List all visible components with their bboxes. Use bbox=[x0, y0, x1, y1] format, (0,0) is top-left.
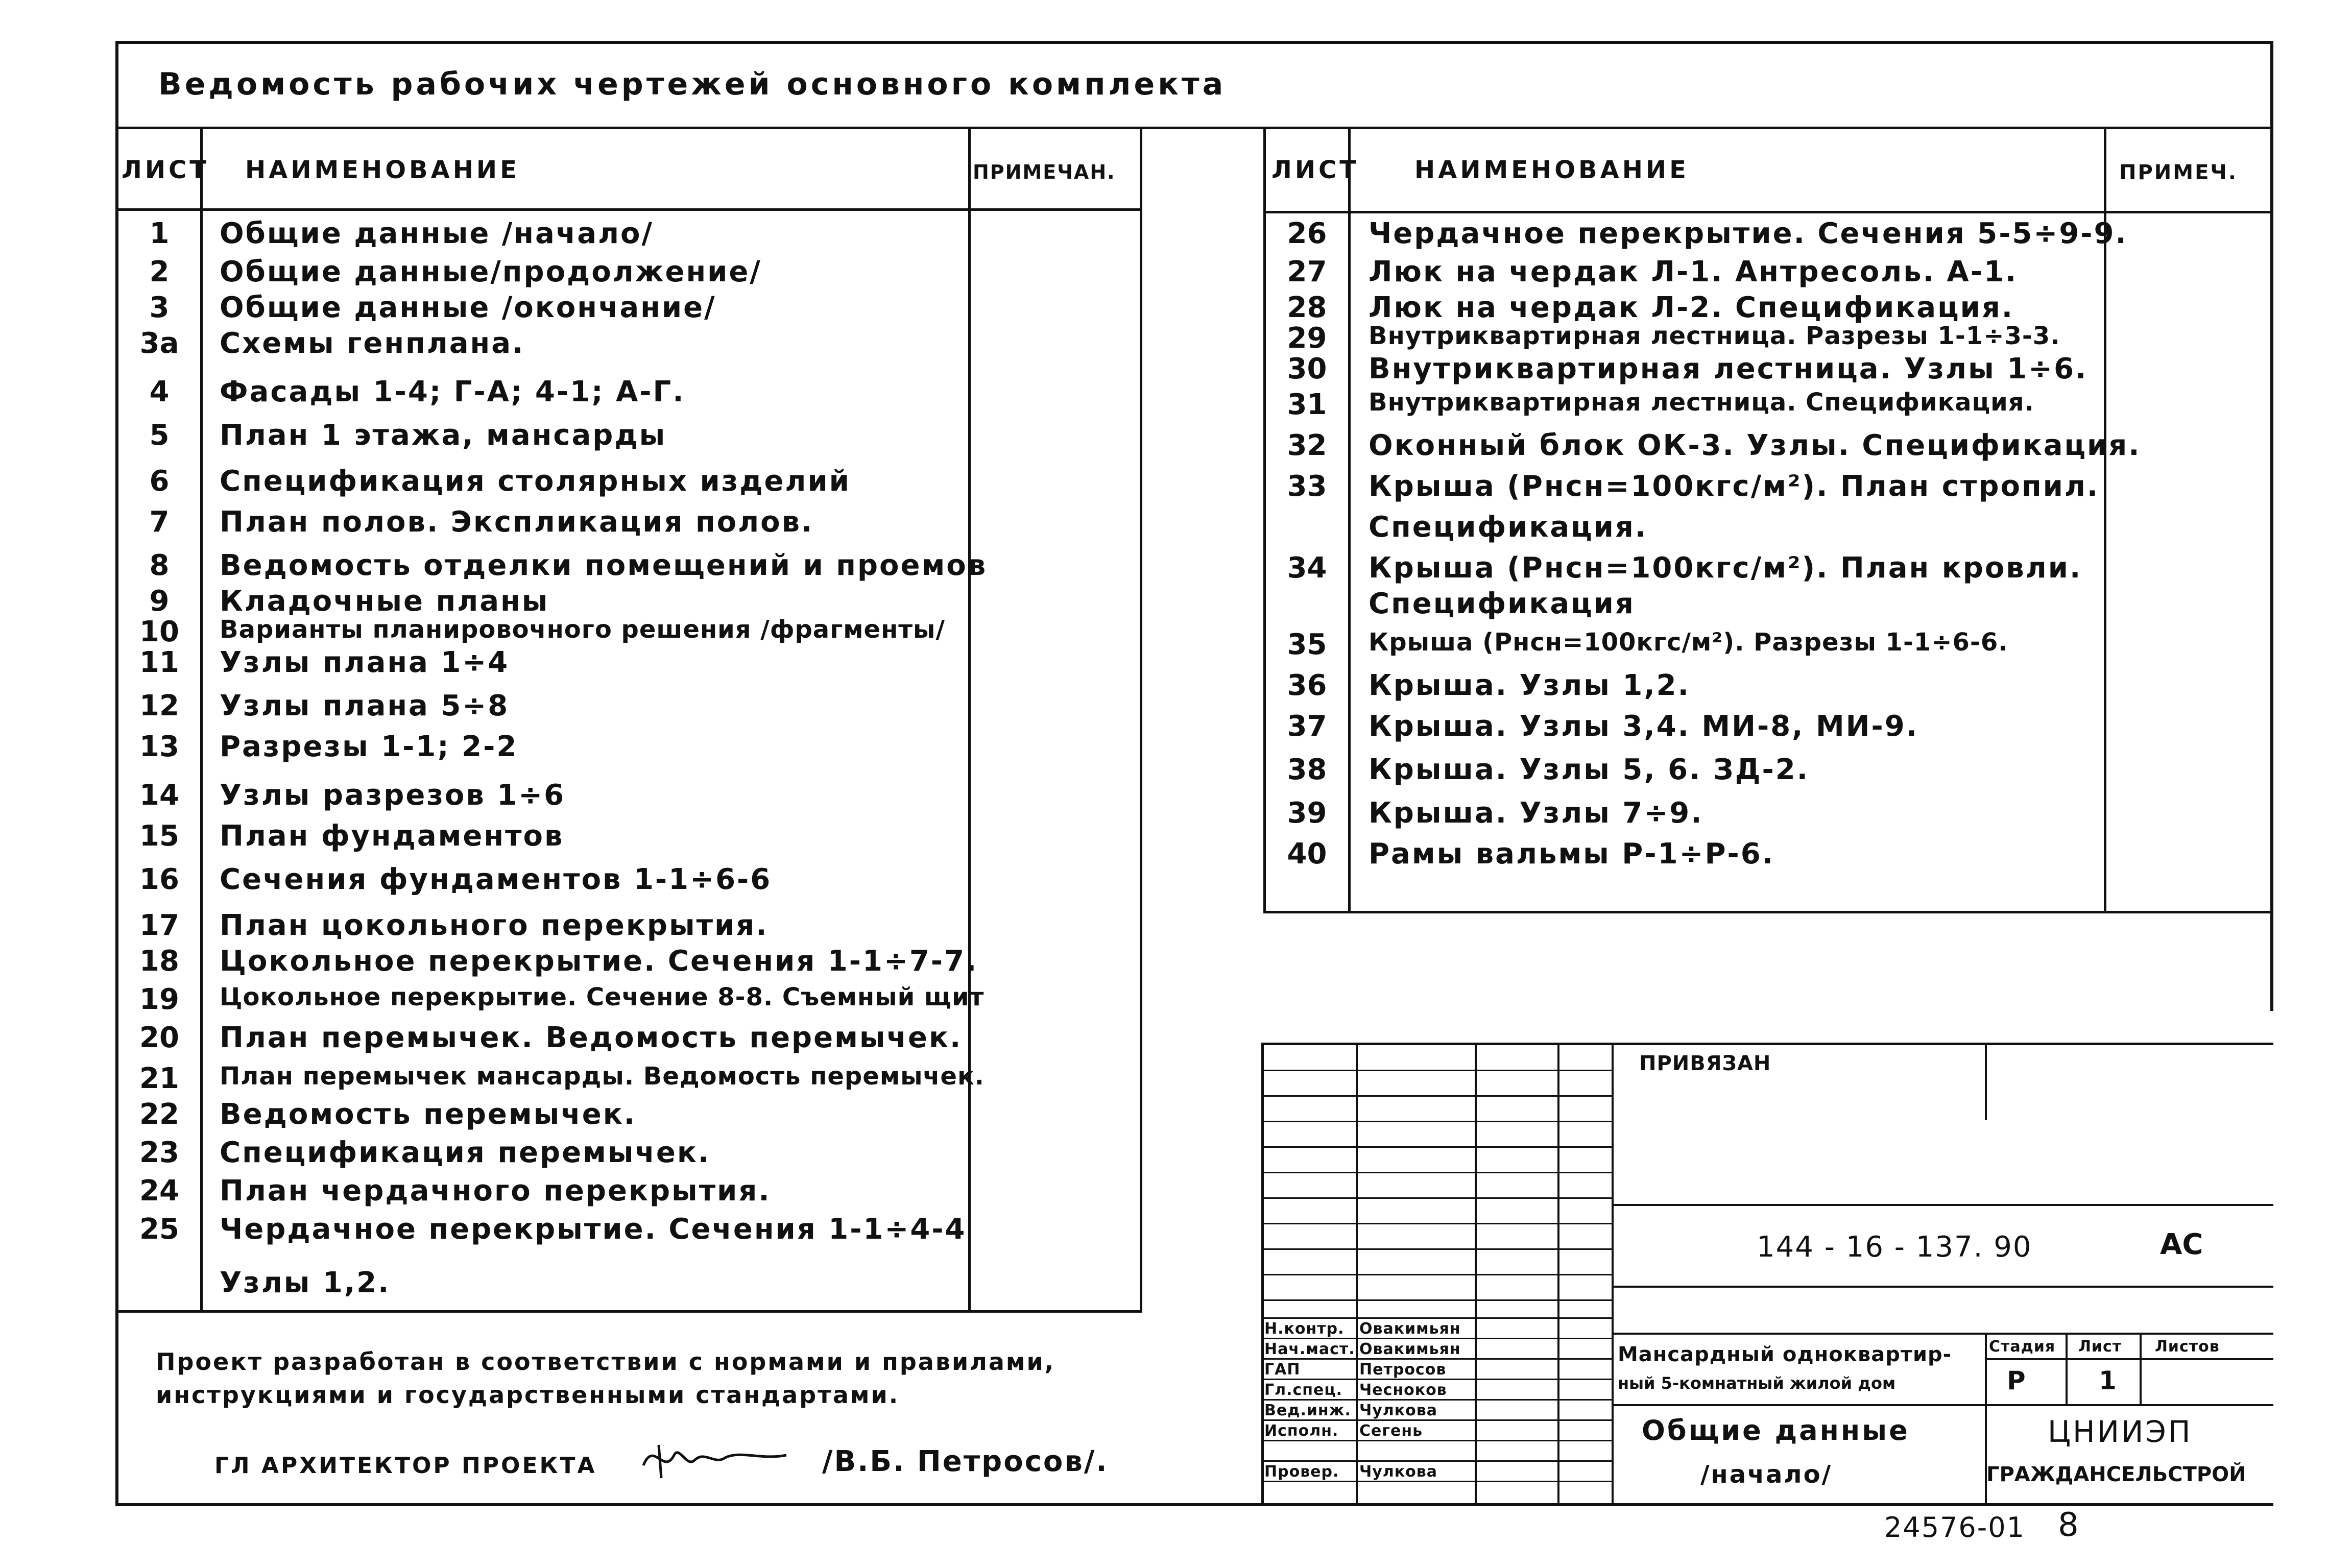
architect-label: ГЛ АРХИТЕКТОР ПРОЕКТА bbox=[214, 1453, 597, 1479]
right-row-name: Внутриквартирная лестница. Разрезы 1-1÷3-3. bbox=[1369, 322, 2060, 350]
right-row-name: Спецификация. bbox=[1369, 511, 1648, 544]
right-row-sheet: 28 bbox=[1287, 291, 1327, 324]
left-row-name: Фасады 1-4; Г-А; 4-1; А-Г. bbox=[220, 375, 685, 408]
architect-signature bbox=[638, 1430, 791, 1486]
left-row-name: Кладочные планы bbox=[220, 585, 549, 618]
tb-org-line-1: ЦНИИЭП bbox=[2048, 1414, 2193, 1449]
tb-role-label: Исполн. bbox=[1264, 1422, 1339, 1440]
left-row-sheet: 14 bbox=[139, 779, 179, 812]
left-row-sheet: 4 bbox=[149, 375, 170, 408]
right-row-name: Люк на чердак Л-2. Спецификация. bbox=[1369, 291, 2014, 324]
left-row-name: План перемычек мансарды. Ведомость перемычек. bbox=[220, 1062, 985, 1091]
tb-org-line-2: ГРАЖДАНСЕЛЬСТРОЙ bbox=[1986, 1463, 2246, 1486]
left-header-note: ПРИМЕЧАН. bbox=[973, 161, 1116, 183]
right-row-name: Крыша. Узлы 3,4. МИ-8, МИ-9. bbox=[1369, 710, 1919, 743]
left-row-sheet: 12 bbox=[139, 689, 179, 722]
tb-stage-label: Стадия bbox=[1989, 1338, 2056, 1356]
right-row-sheet: 30 bbox=[1287, 352, 1327, 385]
left-row-name: Спецификация столярных изделий bbox=[220, 465, 851, 498]
tb-role-label: Провер. bbox=[1264, 1463, 1339, 1481]
architect-name: /В.Б. Петросов/. bbox=[822, 1445, 1109, 1478]
right-row-name: Внутриквартирная лестница. Узлы 1÷6. bbox=[1369, 352, 2088, 385]
tb-role-name: Овакимьян bbox=[1359, 1340, 1461, 1358]
tb-role-name: Овакимьян bbox=[1359, 1320, 1461, 1338]
tb-project-line-2: ный 5-комнатный жилой дом bbox=[1618, 1373, 1896, 1393]
left-row-name: Варианты планировочного решения /фрагменты/ bbox=[220, 615, 945, 644]
tb-role-name: Чулкова bbox=[1359, 1402, 1437, 1419]
right-header-name: НАИМЕНОВАНИЕ bbox=[1414, 156, 1689, 184]
left-row-name: Узлы разрезов 1÷6 bbox=[220, 779, 566, 812]
left-row-name: План чердачного перекрытия. bbox=[220, 1174, 771, 1208]
left-row-sheet: 8 bbox=[149, 549, 170, 582]
left-row-sheet: 24 bbox=[139, 1174, 179, 1208]
right-row-name: Чердачное перекрытие. Сечения 5-5÷9-9. bbox=[1369, 217, 2128, 250]
tb-sheet-label: Лист bbox=[2078, 1338, 2122, 1356]
left-row-name: Цокольное перекрытие. Сечение 8-8. Съемный щит bbox=[220, 983, 985, 1011]
footer-page: 8 bbox=[2058, 1506, 2079, 1544]
left-row-sheet: 3а bbox=[139, 327, 179, 360]
right-row-sheet: 27 bbox=[1287, 255, 1327, 288]
left-row-name: Схемы генплана. bbox=[220, 327, 525, 360]
tb-role-label: Н.контр. bbox=[1264, 1320, 1345, 1338]
right-header-sheet: ЛИСТ bbox=[1271, 156, 1360, 184]
left-row-sheet: 3 bbox=[149, 291, 170, 324]
right-row-name: Крыша (Pнсн=100кгс/м²). Разрезы 1-1÷6-6. bbox=[1369, 628, 2008, 657]
tb-role-name: Чесноков bbox=[1359, 1381, 1447, 1399]
left-row-name: Общие данные /начало/ bbox=[220, 217, 654, 250]
tb-role-label: Вед.инж. bbox=[1264, 1402, 1351, 1419]
document-title: Ведомость рабочих чертежей основного комплекта bbox=[158, 66, 1227, 102]
left-row-sheet: 1 bbox=[149, 217, 170, 250]
right-row-name: Крыша (Pнсн=100кгс/м²). План стропил. bbox=[1369, 470, 2100, 503]
tb-role-label: ГАП bbox=[1264, 1361, 1301, 1379]
left-row-sheet: 7 bbox=[149, 505, 170, 539]
right-row-sheet: 33 bbox=[1287, 470, 1327, 503]
left-row-name: План фундаментов bbox=[220, 819, 564, 853]
tb-project-line-1: Мансардный одноквартир- bbox=[1618, 1343, 1952, 1366]
left-row-sheet: 18 bbox=[139, 945, 179, 978]
left-row-sheet: 10 bbox=[139, 615, 179, 648]
left-row-name: Общие данные /окончание/ bbox=[220, 291, 716, 324]
tb-set-mark: АС bbox=[2160, 1228, 2203, 1261]
left-row-sheet: 11 bbox=[139, 646, 179, 679]
right-row-sheet: 29 bbox=[1287, 322, 1327, 355]
tb-sheets-label: Листов bbox=[2155, 1338, 2220, 1356]
tb-role-name: Чулкова bbox=[1359, 1463, 1437, 1481]
left-row-sheet: 6 bbox=[149, 465, 170, 498]
right-row-sheet: 36 bbox=[1287, 669, 1327, 702]
right-row-name: Крыша. Узлы 5, 6. ЗД-2. bbox=[1369, 753, 1810, 786]
right-row-sheet: 26 bbox=[1287, 217, 1327, 250]
tb-code: 144 - 16 - 137. 90 bbox=[1757, 1231, 2032, 1264]
right-row-name: Оконный блок ОК-3. Узлы. Спецификация. bbox=[1369, 429, 2141, 462]
right-row-name: Крыша (Pнсн=100кгс/м²). План кровли. bbox=[1369, 551, 2082, 585]
statement-line-1: Проект разработан в соответствии с нормами и правилами, bbox=[156, 1348, 1055, 1376]
left-row-name: План 1 этажа, мансарды bbox=[220, 419, 667, 452]
tb-sheet-title-line-2: /начало/ bbox=[1700, 1460, 1833, 1489]
left-row-name: Спецификация перемычек. bbox=[220, 1136, 711, 1169]
right-row-sheet: 32 bbox=[1287, 429, 1327, 462]
tb-role-label: Гл.спец. bbox=[1264, 1381, 1342, 1399]
tb-role-label: Нач.маст. bbox=[1264, 1340, 1355, 1358]
left-row-name: Чердачное перекрытие. Сечения 1-1÷4-4 bbox=[220, 1213, 967, 1246]
left-row-name: Разрезы 1-1; 2-2 bbox=[220, 730, 518, 763]
left-row-sheet: 25 bbox=[139, 1213, 179, 1246]
right-row-sheet: 35 bbox=[1287, 628, 1327, 661]
right-row-sheet: 38 bbox=[1287, 753, 1327, 786]
footer-code: 24576-01 bbox=[1884, 1511, 2025, 1543]
right-row-name: Рамы вальмы Р-1÷Р-6. bbox=[1369, 837, 1774, 871]
left-row-name: План полов. Экспликация полов. bbox=[220, 505, 814, 539]
left-row-sheet: 19 bbox=[139, 983, 179, 1016]
right-row-name: Спецификация bbox=[1369, 587, 1635, 620]
right-row-name: Люк на чердак Л-1. Антресоль. А-1. bbox=[1369, 255, 2018, 288]
tb-role-name: Петросов bbox=[1359, 1361, 1447, 1379]
right-header-note: ПРИМЕЧ. bbox=[2119, 161, 2238, 184]
left-row-name: Сечения фундаментов 1-1÷6-6 bbox=[220, 863, 772, 896]
right-row-sheet: 31 bbox=[1287, 388, 1327, 421]
left-row-name: Узлы 1,2. bbox=[220, 1266, 391, 1299]
left-header-name: НАИМЕНОВАНИЕ bbox=[245, 156, 520, 184]
left-row-name: Цокольное перекрытие. Сечения 1-1÷7-7. bbox=[220, 945, 978, 978]
left-row-sheet: 22 bbox=[139, 1098, 179, 1131]
right-row-name: Крыша. Узлы 7÷9. bbox=[1369, 797, 1703, 830]
right-row-sheet: 37 bbox=[1287, 710, 1327, 743]
left-row-name: План перемычек. Ведомость перемычек. bbox=[220, 1021, 963, 1054]
left-row-sheet: 16 bbox=[139, 863, 179, 896]
left-row-name: Ведомость отделки помещений и проемов bbox=[220, 549, 988, 582]
left-row-sheet: 23 bbox=[139, 1136, 179, 1169]
left-row-sheet: 21 bbox=[139, 1062, 179, 1095]
left-row-name: Узлы плана 5÷8 bbox=[220, 689, 510, 722]
left-row-sheet: 2 bbox=[149, 255, 170, 288]
tb-stage-value: Р bbox=[2007, 1366, 2026, 1395]
left-row-sheet: 20 bbox=[139, 1021, 179, 1054]
left-row-sheet: 13 bbox=[139, 730, 179, 763]
right-row-sheet: 34 bbox=[1287, 551, 1327, 585]
tb-privyazan: ПРИВЯЗАН bbox=[1639, 1052, 1771, 1075]
left-row-sheet: 15 bbox=[139, 819, 179, 853]
tb-sheet-title-line-1: Общие данные bbox=[1642, 1414, 1910, 1446]
left-row-sheet: 17 bbox=[139, 909, 179, 942]
right-row-sheet: 40 bbox=[1287, 837, 1327, 871]
tb-role-name: Сегень bbox=[1359, 1422, 1423, 1440]
right-row-name: Внутриквартирная лестница. Спецификация. bbox=[1369, 388, 2034, 417]
left-row-sheet: 9 bbox=[149, 585, 170, 618]
right-row-sheet: 39 bbox=[1287, 797, 1327, 830]
left-row-name: Узлы плана 1÷4 bbox=[220, 646, 510, 679]
statement-line-2: инструкциями и государственными стандартами. bbox=[156, 1381, 900, 1409]
left-row-sheet: 5 bbox=[149, 419, 170, 452]
left-row-name: План цокольного перекрытия. bbox=[220, 909, 769, 942]
left-row-name: Общие данные/продолжение/ bbox=[220, 255, 762, 288]
right-row-name: Крыша. Узлы 1,2. bbox=[1369, 669, 1690, 702]
left-header-sheet: ЛИСТ bbox=[122, 156, 210, 184]
tb-sheet-value: 1 bbox=[2099, 1366, 2117, 1395]
left-row-name: Ведомость перемычек. bbox=[220, 1098, 637, 1131]
